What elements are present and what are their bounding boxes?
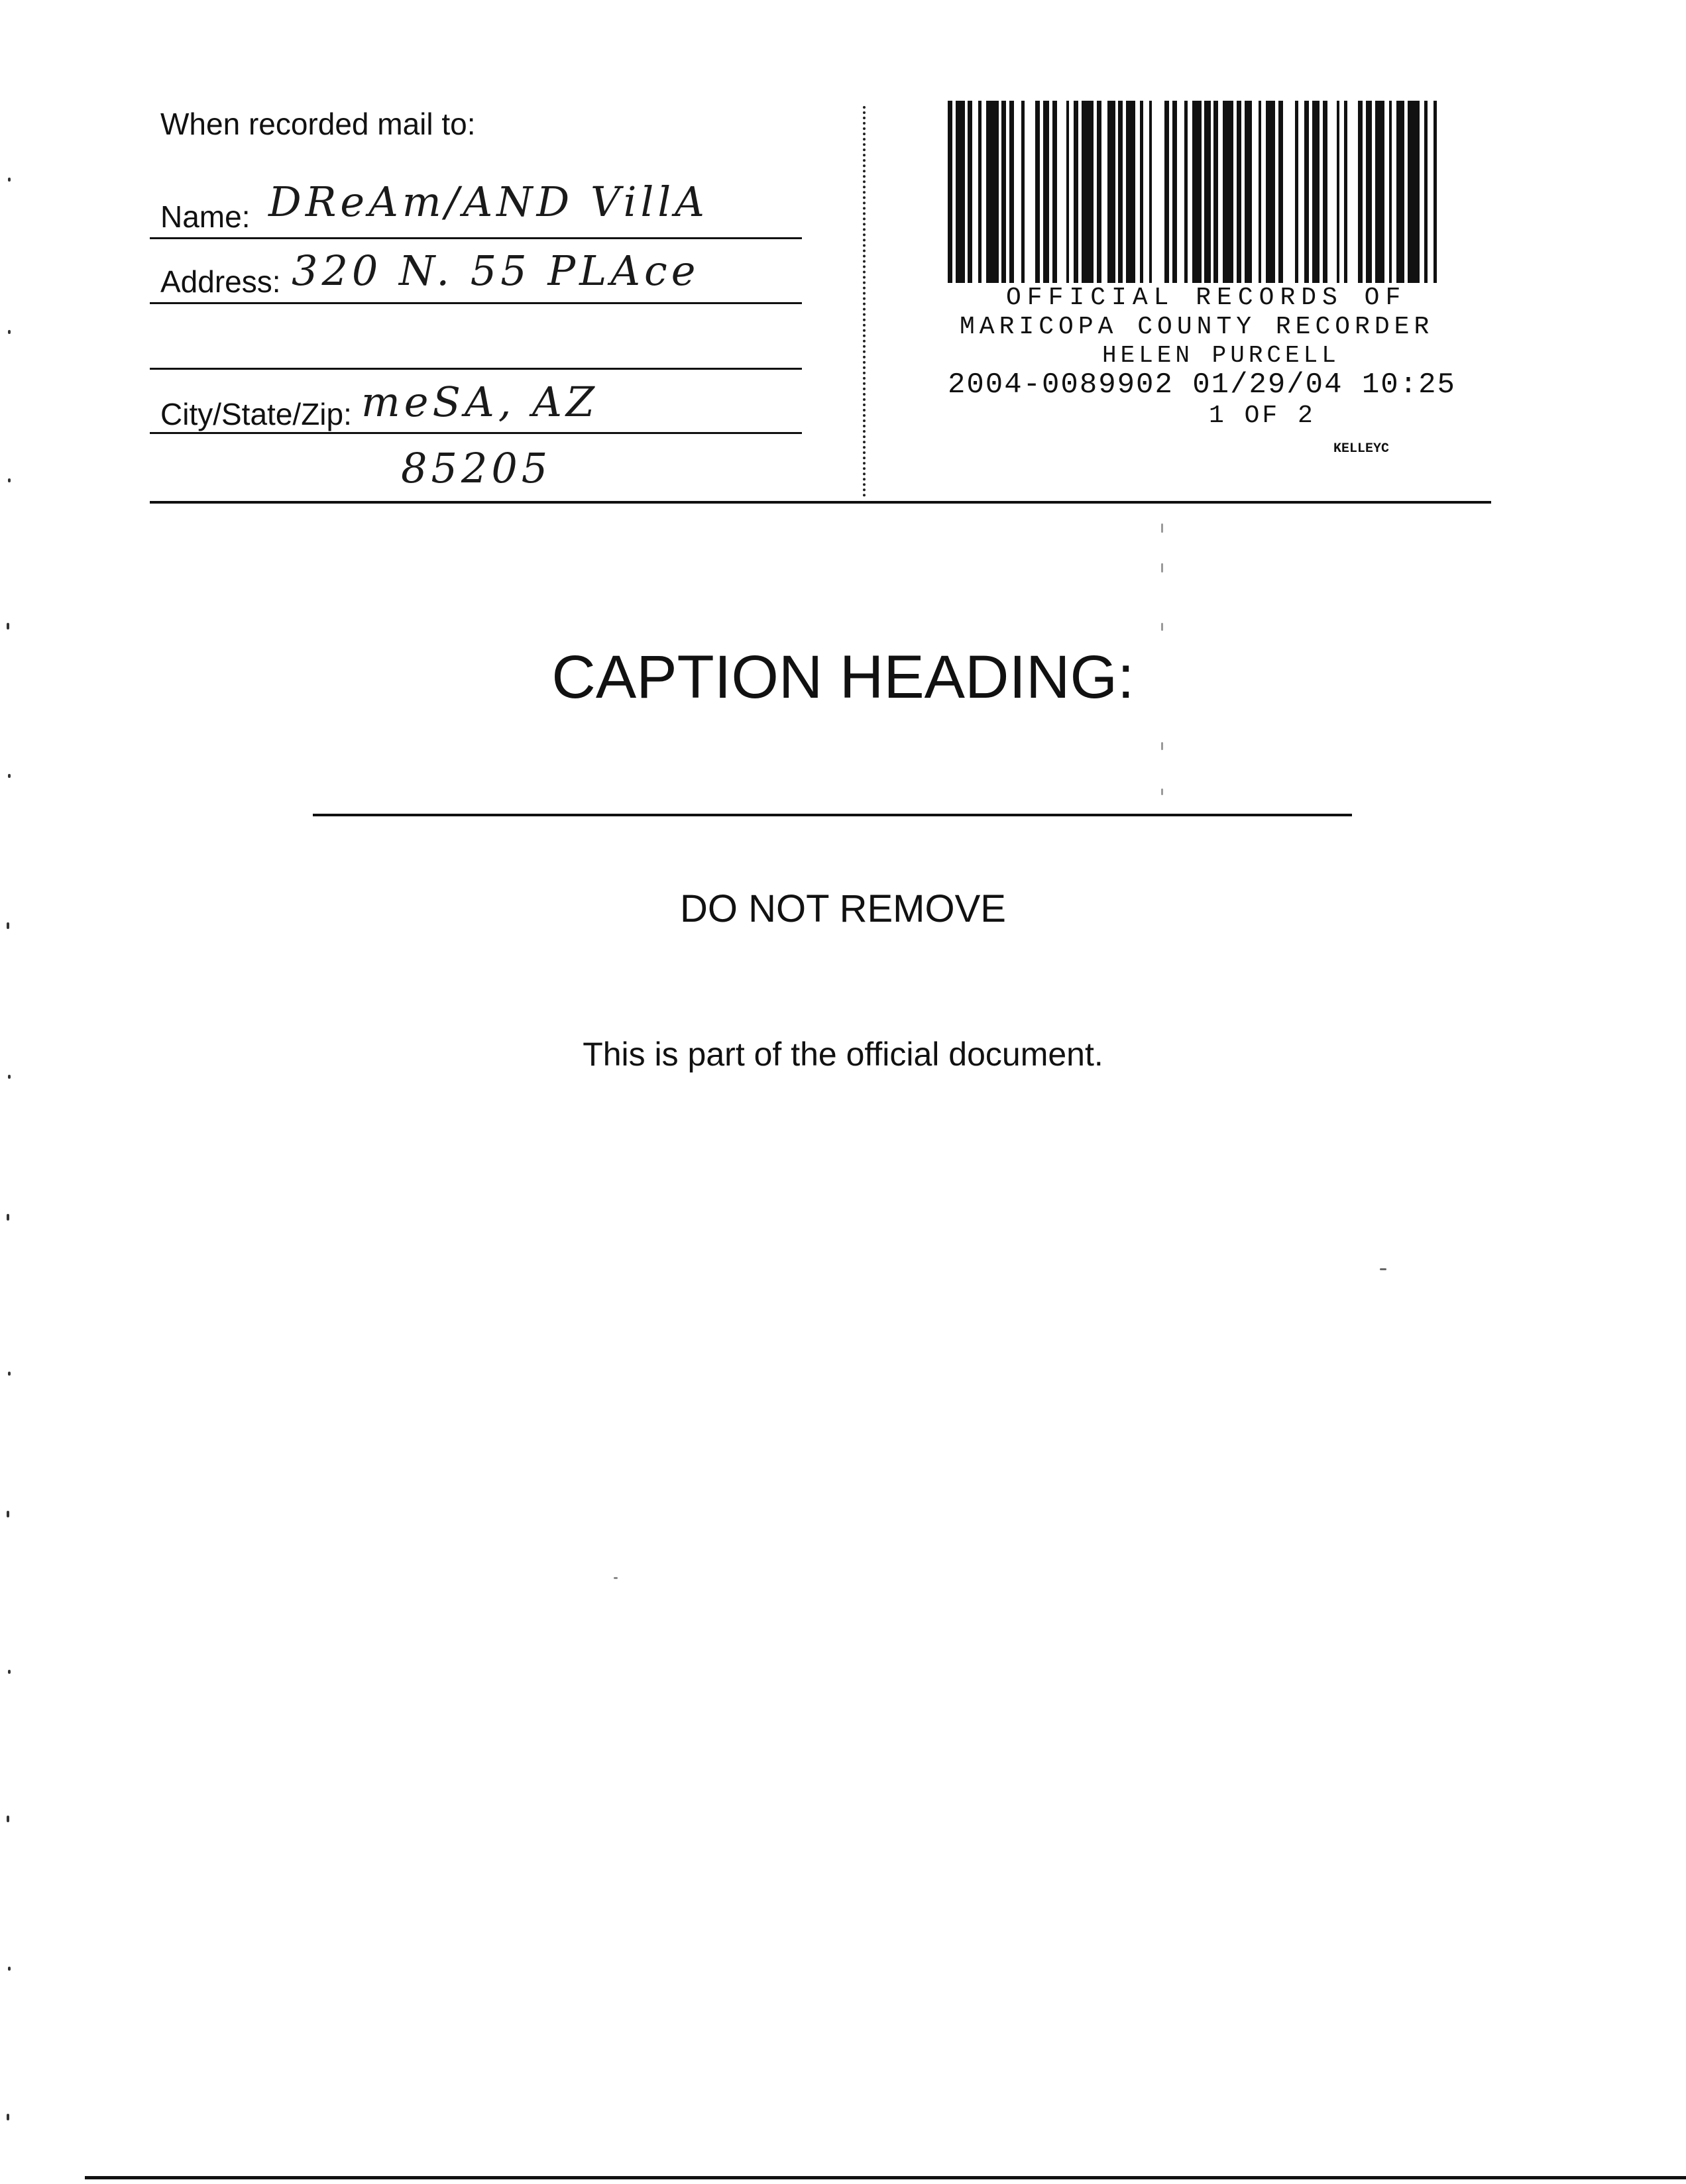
scan-speck [7,1511,9,1517]
barcode-gap [1420,101,1424,283]
scan-speck [8,178,11,182]
scan-speck [8,1075,11,1079]
stamp-line-5: 1 OF 2 [1209,402,1316,430]
barcode-bar [986,101,999,283]
citystatezip-value: meSA, AZ [361,378,598,426]
scan-speck [8,1670,11,1674]
barcode-gap [982,101,986,283]
scan-speck [1161,563,1163,573]
barcode-bar [1408,101,1420,283]
barcode-bar [1237,101,1241,283]
barcode-gap [1252,101,1258,283]
barcode-gap [1135,101,1140,283]
scan-speck [7,623,9,629]
scan-speck [8,774,11,778]
barcode-bar [948,101,952,283]
barcode-bar [1375,101,1384,283]
barcode-bar [1107,101,1115,283]
stamp-line-3: HELEN PURCELL [1102,342,1340,369]
barcode-bar [956,101,965,283]
barcode-bar [1245,101,1253,283]
scan-speck [1161,523,1163,533]
barcode-bar [1213,101,1218,283]
barcode-gap [1327,101,1337,283]
barcode-bar [1223,101,1233,283]
barcode-bar [1126,101,1135,283]
barcode-bar [1204,101,1210,283]
dotted-divider [863,106,866,497]
barcode-gap [1428,101,1433,283]
official-note: This is part of the official document. [583,1036,1103,1073]
barcode-gap [1101,101,1107,283]
barcode-bar [1043,101,1049,283]
stamp-line-4: 2004-0089902 01/29/04 10:25 [948,368,1456,402]
barcode-gap [1014,101,1022,283]
barcode-bar [1358,101,1363,283]
scan-speck [8,1967,11,1971]
barcode-gap [1152,101,1164,283]
barcode-bar [1366,101,1372,283]
stamp-line-2: MARICOPA COUNTY RECORDER [960,313,1434,341]
address-label: Address: [160,264,281,299]
scan-bottom-rule [85,2176,1686,2179]
caption-heading: CAPTION HEADING: [551,643,1135,711]
name-value: DReAm/AND VillA [268,178,708,226]
barcode-gap [972,101,978,283]
barcode-gap [1298,101,1304,283]
scan-speck [7,1214,9,1221]
scan-speck [1380,1268,1386,1270]
do-not-remove: DO NOT REMOVE [680,887,1006,930]
header-rule [150,501,1491,504]
mail-heading: When recorded mail to: [160,107,476,141]
scan-speck [1161,623,1163,631]
barcode-bar [1164,101,1169,283]
scan-speck [8,330,11,334]
address-value: 320 N. 55 PLAce [292,246,700,295]
scan-speck [8,1372,11,1376]
scan-speck [1161,742,1163,750]
barcode-bar [1118,101,1123,283]
barcode-bar [1097,101,1101,283]
barcode-bar [1312,101,1320,283]
barcode-bar [1266,101,1275,283]
zip-value: 85205 [401,444,552,492]
barcode-bar [1396,101,1404,283]
citystatezip-line [150,432,802,434]
barcode-bar [1035,101,1040,283]
barcode-bar [1074,101,1078,283]
name-label: Name: [160,199,251,234]
barcode-gap [1392,101,1396,283]
barcode-gap [1339,101,1344,283]
barcode-bar [1001,101,1006,283]
barcode-bar [1304,101,1309,283]
address-line-2 [150,368,802,370]
barcode-gap [1283,101,1296,283]
barcode-gap [1025,101,1035,283]
barcode-bar [1192,101,1202,283]
stamp-line-1: OFFICIAL RECORDS OF [1006,284,1407,312]
name-line [150,237,802,239]
barcode-gap [1069,101,1074,283]
scan-speck [7,2114,9,2120]
scan-speck [1161,789,1163,795]
scan-speck [7,922,9,929]
barcode-bar [1278,101,1283,283]
stamp-clerk: KELLEYC [1333,441,1390,457]
barcode-gap [1218,101,1223,283]
barcode-bar [1172,101,1177,283]
barcode-gap [1188,101,1192,283]
barcode-bar [968,101,972,283]
scan-speck [7,1816,9,1822]
address-line [150,302,802,304]
barcode-bar [1323,101,1327,283]
barcode-bar [1052,101,1057,283]
scan-speck [8,478,11,482]
barcode [948,101,1441,283]
barcode-bar [1009,101,1014,283]
barcode-gap [1143,101,1149,283]
citystatezip-label: City/State/Zip: [160,397,352,431]
barcode-gap [1384,101,1389,283]
barcode-gap [1347,101,1358,283]
scan-speck [614,1577,618,1579]
barcode-gap [1177,101,1185,283]
barcode-bar [1082,101,1094,283]
barcode-gap [1437,101,1441,283]
barcode-gap [1057,101,1066,283]
caption-rule [313,814,1352,816]
barcode-gap [1261,101,1266,283]
